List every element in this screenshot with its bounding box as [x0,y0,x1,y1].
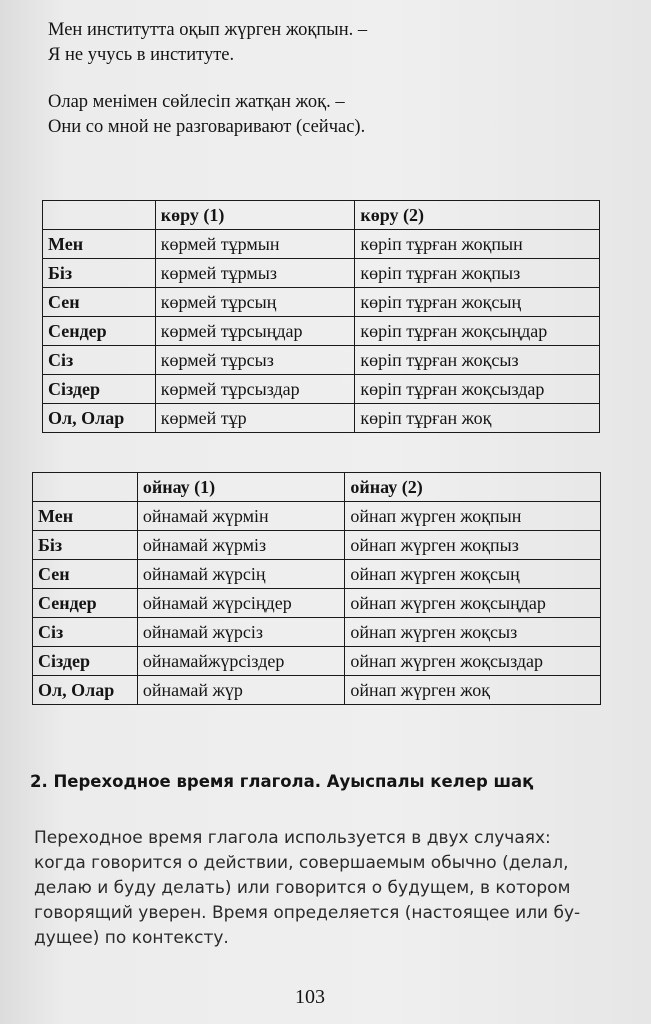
example-kazakh: Олар менімен сөйлесіп жатқан жоқ. – [48,92,345,112]
table-row [43,346,600,375]
pronoun-cell: Сен [43,288,156,317]
form-cell: ойнап жүрген жоқсыздар [345,647,601,676]
pronoun-cell: Сіздер [43,375,156,404]
form-cell: ойнап жүрген жоқсыңдар [345,589,601,618]
form-cell: көріп тұрған жоқ [355,404,600,433]
table-row [43,230,600,259]
conjugation-table-oinau [32,472,601,705]
example-russian: Я не учусь в институте. [48,45,235,65]
form-cell: ойнамай жүрміз [137,531,345,560]
form-cell: көріп тұрған жоқпыз [355,259,600,288]
table-row [33,560,601,589]
pronoun-cell: Мен [33,502,138,531]
table-row [43,375,600,404]
form-cell: көрмей тұрсыңдар [155,317,355,346]
pronoun-cell: Біз [33,531,138,560]
table-row [43,259,600,288]
form-cell: көріп тұрған жоқсыңдар [355,317,600,346]
form-cell: ойнап жүрген жоқпын [345,502,601,531]
table-row [43,317,600,346]
form-cell: көрмей тұрсың [155,288,355,317]
header-cell: көру (1) [155,201,355,230]
table-row [33,618,601,647]
form-cell: ойнамайжүрсіздер [137,647,345,676]
form-cell: көрмей тұрмыз [155,259,355,288]
pronoun-cell: Сіз [33,618,138,647]
pronoun-cell: Біз [43,259,156,288]
form-cell: көрмей тұр [155,404,355,433]
example-1 [48,18,367,68]
table-row [33,676,601,705]
example-kazakh: Мен институтта оқып жүрген жоқпын. – [48,20,368,40]
form-cell: көріп тұрған жоқсыз [355,346,600,375]
form-cell: ойнамай жүр [137,676,345,705]
form-cell: ойнап жүрген жоқпыз [345,531,601,560]
pronoun-cell: Сіздер [33,647,138,676]
form-cell: ойнамай жүрмін [137,502,345,531]
pronoun-cell: Сендер [33,589,138,618]
form-cell: ойнап жүрген жоқсыз [345,618,601,647]
form-cell: көріп тұрған жоқпын [355,230,600,259]
form-cell: көріп тұрған жоқсың [355,288,600,317]
pronoun-cell: Ол, Олар [33,676,138,705]
form-cell: көрмей тұрмын [155,230,355,259]
form-cell: ойнамай жүрсіз [137,618,345,647]
table-row [33,647,601,676]
paragraph-line: делаю и буду делать) или говорится о будущем, в котором [34,878,571,898]
section-heading: 2. Переходное время глагола. Ауыспалы келер шақ [30,772,534,791]
table-row [33,502,601,531]
table-row [43,288,600,317]
form-cell: ойнап жүрген жоқ [345,676,601,705]
table-header-row [43,201,600,230]
page-number: 103 [295,986,325,1008]
form-cell: ойнамай жүрсіңдер [137,589,345,618]
header-cell: ойнау (1) [137,473,345,502]
pronoun-cell: Сендер [43,317,156,346]
pronoun-cell: Сен [33,560,138,589]
paragraph-line: говорящий уверен. Время определяется (настоящее или бу- [34,903,581,923]
form-cell: көрмей тұрсыздар [155,375,355,404]
paragraph-line: дущее) по контексту. [34,928,229,948]
header-cell [43,201,156,230]
header-cell: ойнау (2) [345,473,601,502]
form-cell: көрмей тұрсыз [155,346,355,375]
header-cell [33,473,138,502]
table-header-row [33,473,601,502]
header-cell: көру (2) [355,201,600,230]
example-2 [48,90,365,140]
pronoun-cell: Сіз [43,346,156,375]
form-cell: ойнамай жүрсің [137,560,345,589]
paragraph-line: Переходное время глагола используется в двух случаях: [34,828,551,848]
table-row [33,531,601,560]
paragraph-line: когда говорится о действии, совершаемым обычно (делал, [34,853,569,873]
pronoun-cell: Мен [43,230,156,259]
example-russian: Они со мной не разговаривают (сейчас). [48,117,366,137]
form-cell: ойнап жүрген жоқсың [345,560,601,589]
body-paragraph [34,826,614,951]
conjugation-table-koru [42,200,600,433]
pronoun-cell: Ол, Олар [43,404,156,433]
table-row [33,589,601,618]
table-row [43,404,600,433]
form-cell: көріп тұрған жоқсыздар [355,375,600,404]
